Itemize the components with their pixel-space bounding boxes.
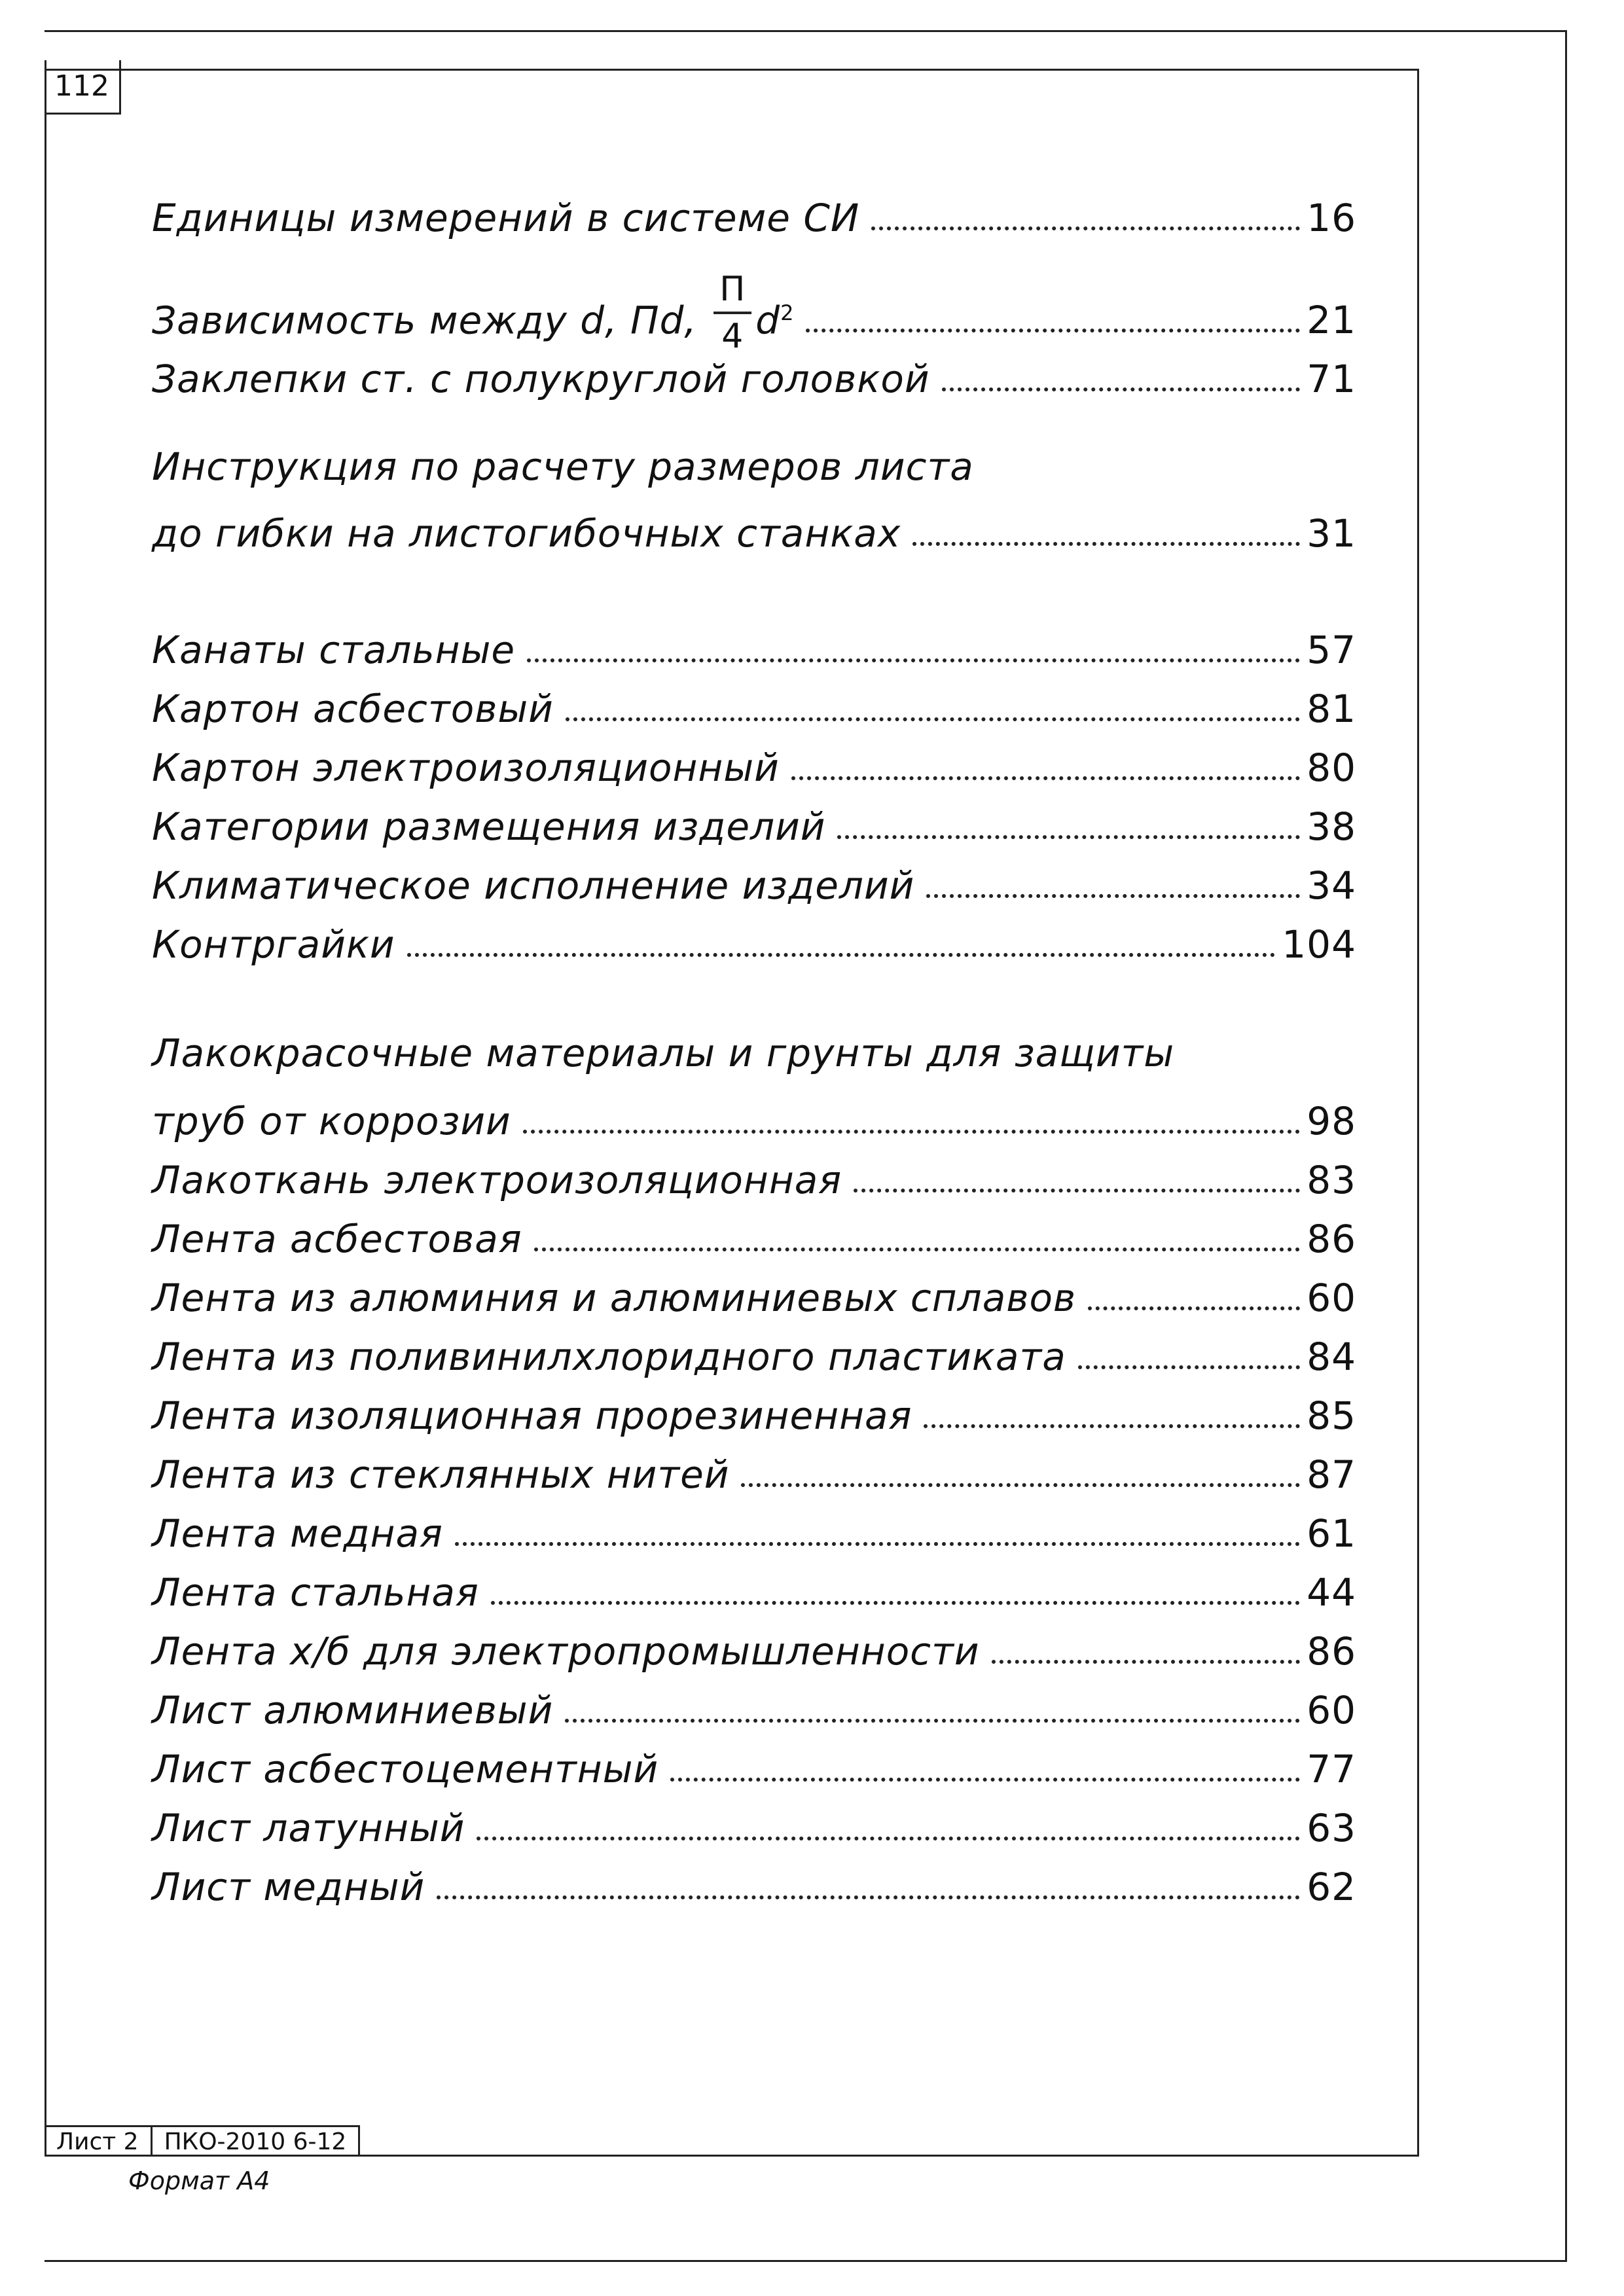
index-entry: Лист асбестоцементный 77 bbox=[152, 1747, 1356, 1791]
index-entry: Зависимость между d, Пd, $\frac{П}{4}$ $d^2$ 21 bbox=[152, 270, 1356, 356]
index-entry: Лента из поливинилхлоридного пластиката 84 bbox=[152, 1335, 1356, 1379]
index-entry: до гибки на листогибочных станках 31 bbox=[152, 511, 1356, 556]
outer-frame-top bbox=[45, 30, 1567, 32]
index-entry: Картон асбестовый 81 bbox=[152, 687, 1356, 731]
index-entry: Лакокрасочные материалы и грунты для защиты bbox=[152, 1031, 1175, 1075]
index-entry: Лента х/б для электропромышленности 86 bbox=[152, 1629, 1356, 1674]
index-entry: Заклепки ст. с полукруглой головкой 71 bbox=[152, 357, 1356, 401]
outer-frame-bottom bbox=[45, 2260, 1567, 2262]
index-entry: Лента стальная 44 bbox=[152, 1570, 1356, 1615]
index-entry: Лакоткань электроизоляционная 83 bbox=[152, 1158, 1356, 1202]
index-entry: Картон электроизоляционный 80 bbox=[152, 745, 1356, 790]
index-entry: Лист медный 62 bbox=[152, 1865, 1356, 1909]
index-entry: Лист алюминиевый 60 bbox=[152, 1688, 1356, 1732]
index-entry: Контргайки 104 bbox=[152, 922, 1356, 967]
outer-frame-right bbox=[1565, 30, 1567, 2262]
index-entry: Климатическое исполнение изделий 34 bbox=[152, 863, 1356, 908]
sheet-stamp bbox=[45, 2125, 360, 2157]
index-entry: Лента асбестовая 86 bbox=[152, 1217, 1356, 1261]
sheet-label: Лист 2 bbox=[45, 2125, 153, 2157]
format-label: Формат А4 bbox=[128, 2166, 270, 2195]
index-entry: Лента медная 61 bbox=[152, 1511, 1356, 1556]
inner-frame-right bbox=[1417, 69, 1419, 2157]
index-entry: Инструкция по расчету размеров листа bbox=[152, 444, 974, 489]
index-entry: Категории размещения изделий 38 bbox=[152, 804, 1356, 849]
document-code: ПКО-2010 6-12 bbox=[153, 2125, 361, 2157]
index-entry: Лента изоляционная прорезиненная 85 bbox=[152, 1393, 1356, 1438]
index-entry: Лента из алюминия и алюминиевых сплавов 60 bbox=[152, 1276, 1356, 1320]
page-number: 112 bbox=[45, 60, 121, 115]
inner-frame-left bbox=[45, 60, 46, 2157]
index-entry: Лента из стеклянных нитей 87 bbox=[152, 1452, 1356, 1497]
fraction: $\frac{П}{4}$ bbox=[710, 298, 755, 342]
index-entry: Единицы измерений в системе СИ 16 bbox=[152, 196, 1356, 240]
index-entry: труб от коррозии 98 bbox=[152, 1099, 1356, 1143]
inner-frame-top bbox=[45, 69, 1419, 71]
index-entry: Канаты стальные 57 bbox=[152, 628, 1356, 672]
index-entry: Лист латунный 63 bbox=[152, 1806, 1356, 1850]
